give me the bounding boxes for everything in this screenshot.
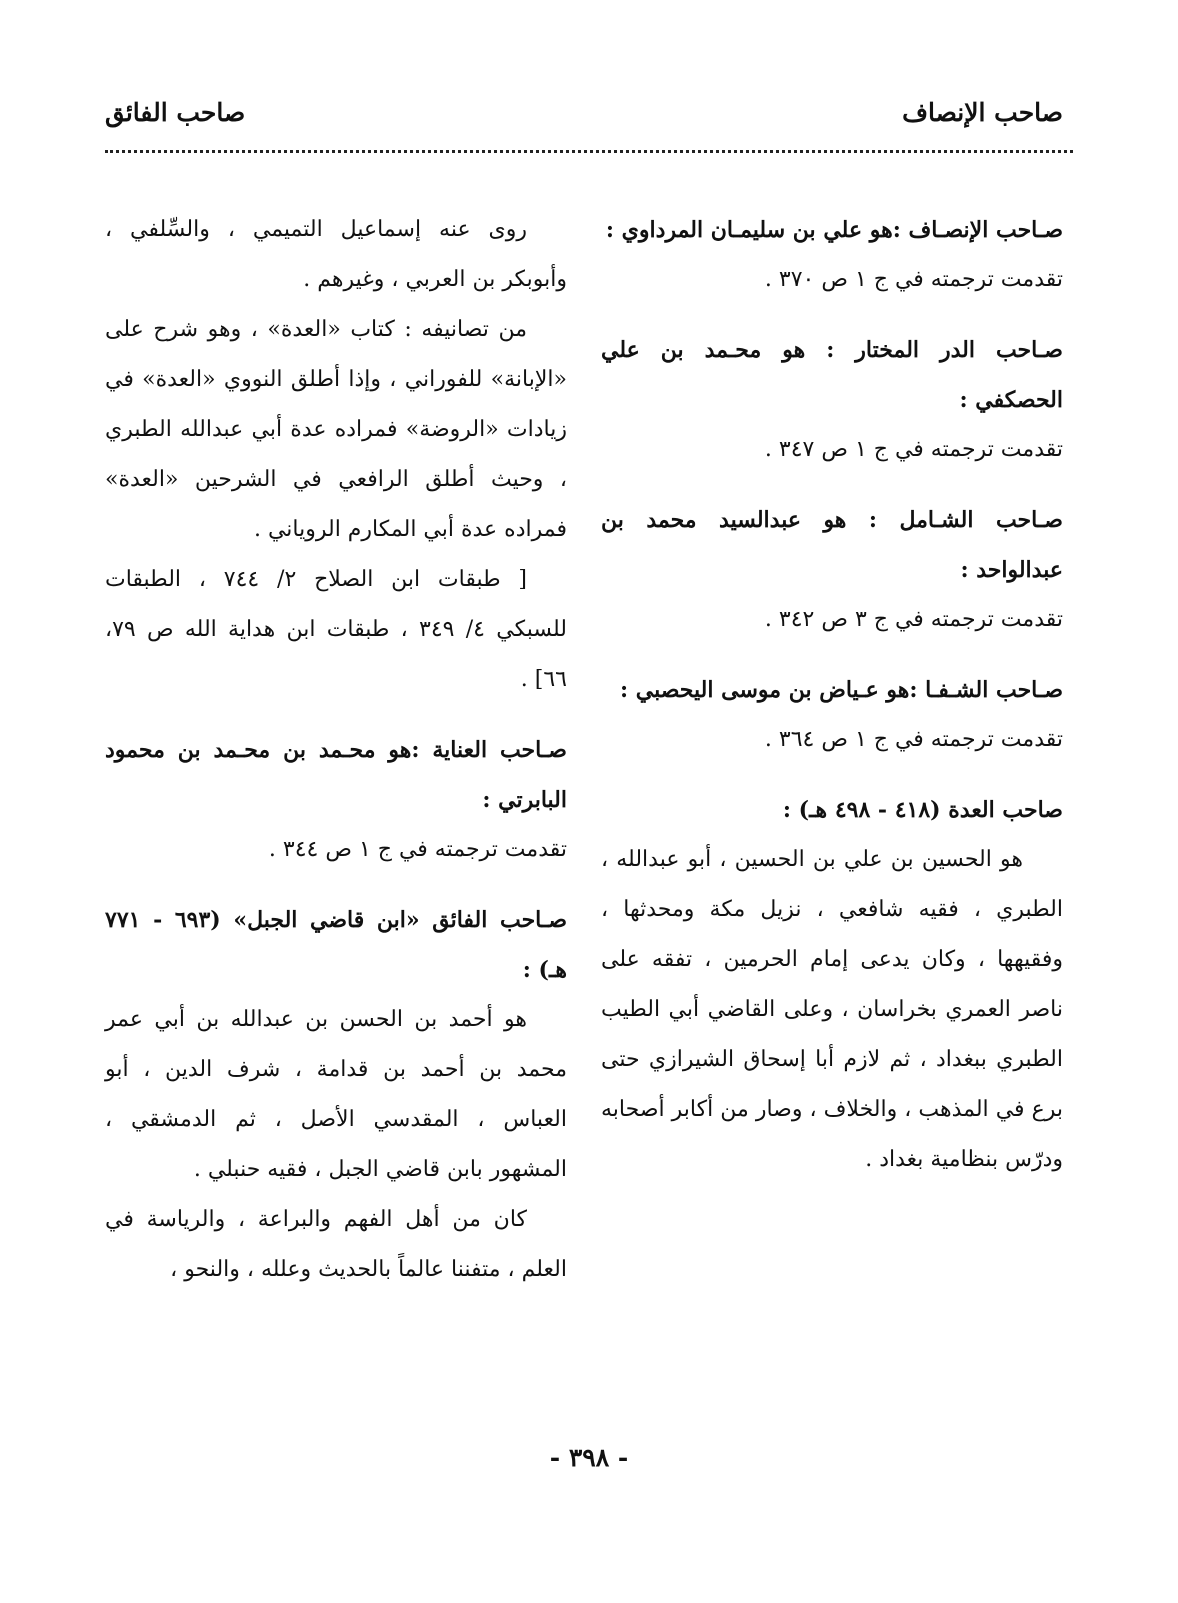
running-head-right: صاحب الإنصاف: [902, 98, 1063, 127]
running-head-left: صاحب الفائق: [105, 98, 246, 127]
dotted-rule: [105, 150, 1073, 153]
entry-text: تقدمت ترجمته في ج ١ ص ٣٦٤ .: [764, 727, 1063, 752]
entry-faiq: [105, 895, 567, 1295]
entry-text: كان من أهل الفهم والبراعة ، والرياسة في العلم ، متفننا عالماً بالحديث وعلله ، والنحو ،: [105, 1207, 567, 1282]
entry-text: تقدمت ترجمته في ج ١ ص ٣٤٧ .: [764, 437, 1063, 462]
page-number: - ٣٩٨ -: [549, 1443, 629, 1472]
right-column: [601, 205, 1063, 1205]
entry-udda: [601, 785, 1063, 1185]
entry-shifa: [601, 665, 1063, 765]
left-column: [105, 205, 567, 1315]
entry-references: [ طبقات ابن الصلاح ٢/ ٧٤٤ ، الطبقات للسبكي ٤/ ٣٤٩ ، طبقات ابن هداية الله ص ٧٩، ٦٦] .: [105, 567, 567, 692]
entry-heading: صـاحب الدر المختار : هو محـمد بن علي الحصكفي :: [601, 337, 1063, 413]
entry-inaya: [105, 725, 567, 875]
entry-heading: صـاحب الفائق «ابن قاضي الجبل» (٦٩٣ - ٧٧١ هـ) :: [105, 907, 568, 983]
entry-heading: صـاحب الشـفـا :هو عـياض بن موسى اليحصبي :: [619, 677, 1063, 703]
entry-durr: [601, 325, 1063, 475]
entry-text: هو الحسين بن علي بن الحسين ، أبو عبدالله ، الطبري ، فقيه شافعي ، نزيل مكة ومحدثها ، وفقيهها ، وكان يدعى إمام الحرمين ، تفقه على ناصر العمري بخراسان ، وعلى القاضي أبي الطيب الطبري ببغداد ، ثم لازم أبا إسحاق الشيرازي حتى برع في المذهب ، والخلاف ، وصار من أكابر أصحابه ودرّس بنظامية بغداد .: [601, 847, 1063, 1172]
entry-heading: صـاحب العناية :هو محـمد بن محـمد بن محمود البابرتي :: [105, 737, 567, 813]
entry-text: تقدمت ترجمته في ج ١ ص ٣٤٤ .: [268, 837, 567, 862]
entry-insaf: [601, 205, 1063, 305]
entry-text: تقدمت ترجمته في ج ٣ ص ٣٤٢ .: [764, 607, 1063, 632]
entry-heading: صـاحب الإنصـاف :هو علي بن سليمـان المرداوي :: [605, 217, 1063, 243]
entry-udda-continued: [105, 205, 567, 705]
entry-text: تقدمت ترجمته في ج ١ ص ٣٧٠ .: [764, 267, 1063, 292]
entry-text: روى عنه إسماعيل التميمي ، والسِّلفي ، وأبوبكر بن العربي ، وغيرهم .: [105, 217, 567, 292]
entry-text: هو أحمد بن الحسن بن عبدالله بن أبي عمر محمد بن أحمد بن قدامة ، شرف الدين ، أبو العباس ، المقدسي الأصل ، ثم الدمشقي ، المشهور بابن قاضي الجبل ، فقيه حنبلي .: [105, 1007, 567, 1182]
entry-text: من تصانيفه : كتاب «العدة» ، وهو شرح على «الإبانة» للفوراني ، وإذا أطلق النووي «العدة» في زيادات «الروضة» فمراده عدة أبي عبدالله الطبري ، وحيث أطلق الرافعي في الشرحين «العدة» فمراده عدة أبي المكارم الروياني .: [105, 317, 567, 542]
entry-shamil: [601, 495, 1063, 645]
entry-heading: صاحب العدة (٤١٨ - ٤٩٨ هـ) :: [782, 797, 1063, 823]
entry-heading: صـاحب الشـامل : هو عبدالسيد محمد بن عبدالواحد :: [601, 507, 1063, 583]
